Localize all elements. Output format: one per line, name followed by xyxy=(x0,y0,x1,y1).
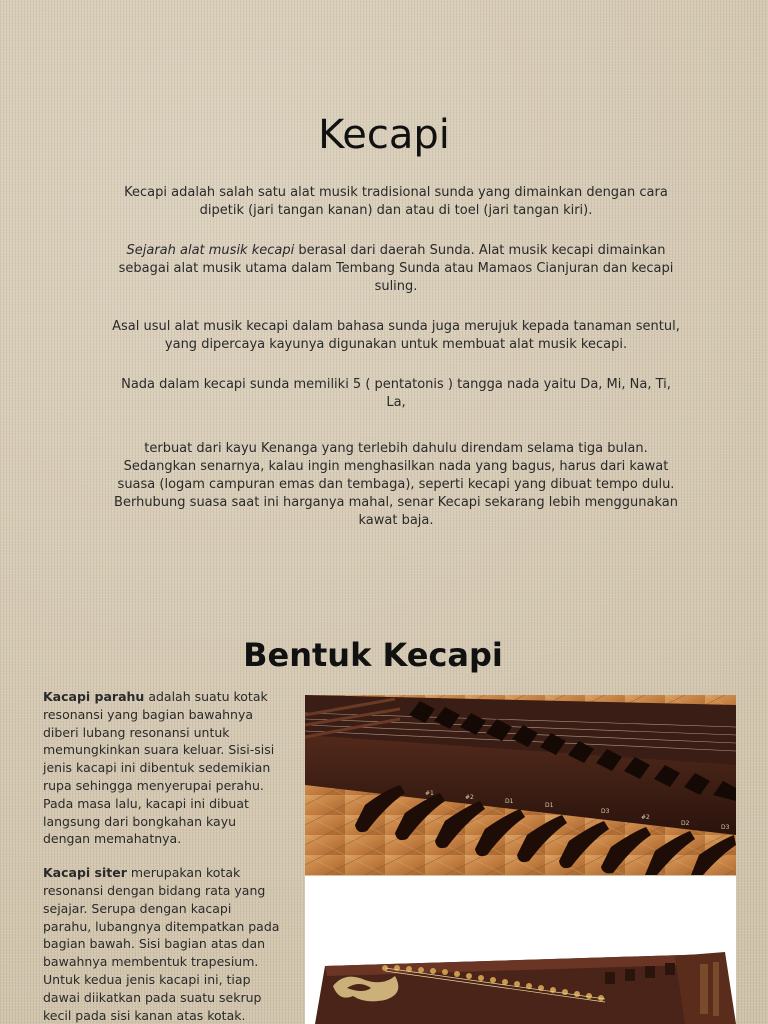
intro-paragraph-5: terbuat dari kayu Kenanga yang terlebih dahulu direndam selama tiga bulan. Sedangkan senarnya, kalau ingin menghasilkan nada yang bagus, harus dari kawat suasa (logam campuran emas dan tembaga), seperti kecapi yang dibuat tempo dulu. Berhubung suasa saat ini harganya mahal, senar Kecapi sekarang lebih menggunakan kawat baja. xyxy=(114,441,678,528)
kecapi-close-up-photo xyxy=(305,695,736,875)
siter-paragraph xyxy=(43,864,283,1024)
intro-paragraph-2-rest: berasal dari daerah Sunda. Alat musik kecapi dimainkan sebagai alat musik utama dalam Tembang Sunda atau Mamaos Cianjuran dan kecapi suling. xyxy=(118,243,674,294)
siter-description: merupakan kotak resonansi dengan bidang rata yang sejajar. Serupa dengan kacapi parahu, lubangnya ditempatkan pada bagian bawah. Sisi bagian atas dan bawahnya membentuk trapesium. xyxy=(43,865,280,970)
intro-paragraph-1: Kecapi adalah salah satu alat musik tradisional sunda yang dimainkan dengan cara dipetik (jari tangan kanan) dan atau di toel (jari tangan kiri). xyxy=(124,185,668,218)
svg-text:D3: D3 xyxy=(601,808,610,815)
svg-text:D1: D1 xyxy=(545,802,554,809)
svg-text:D2: D2 xyxy=(681,820,690,827)
svg-text:D3: D3 xyxy=(721,824,730,831)
parahu-paragraph xyxy=(43,688,283,848)
intro-paragraph-3: Asal usul alat musik kecapi dalam bahasa sunda juga merujuk kepada tanaman sentul, yang dipercaya kayunya digunakan untuk membuat alat musik kecapi. xyxy=(112,319,680,352)
parahu-term: Kacapi parahu xyxy=(43,689,145,704)
siter-extra-description: Untuk kedua jenis kacapi ini, tiap dawai diikatkan pada suatu sekrup kecil pada sisi kanan atas kotak. xyxy=(43,971,262,1023)
svg-text:#1: #1 xyxy=(425,790,434,797)
svg-text:#2: #2 xyxy=(641,814,650,821)
parahu-description: adalah suatu kotak resonansi yang bagian bawahnya diberi lubang resonansi untuk memungkinkan suara keluar. Sisi-sisi jenis kacapi ini dibentuk sedemikian rupa sehingga menyerupai perahu. Pada masa lalu, kacapi ini dibuat langsung dari bongkahan kayu dengan memahatnya. xyxy=(43,689,275,847)
history-link-text: Sejarah alat musik kecapi xyxy=(126,243,295,258)
intro-text xyxy=(110,184,682,552)
svg-text:#2: #2 xyxy=(465,794,474,801)
page-title: Kecapi xyxy=(318,111,450,158)
kecapi-full-view-photo xyxy=(305,876,736,1024)
intro-paragraph-4: Nada dalam kecapi sunda memiliki 5 ( pentatonis ) tangga nada yaitu Da, Mi, Na, Ti, La, xyxy=(121,377,671,410)
svg-text:D1: D1 xyxy=(505,798,514,805)
forms-description xyxy=(43,688,283,1024)
siter-term: Kacapi siter xyxy=(43,865,127,881)
section-title: Bentuk Kecapi xyxy=(243,635,503,674)
intro-paragraph-2 xyxy=(110,242,682,296)
